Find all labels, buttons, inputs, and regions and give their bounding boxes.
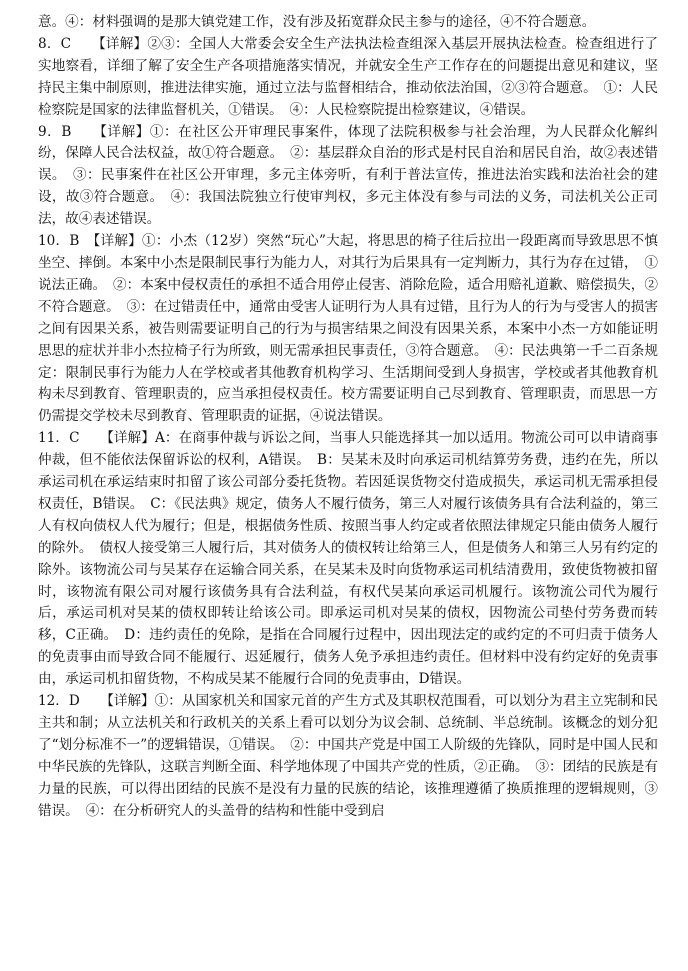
paragraph-q9: 9．B 【详解】①：在社区公开审理民事案件，体现了法院积极参与社会治理，为人民群众化解纠纷，保障人民合法权益，故①符合题意。 ②：基层群众自治的形式是村民自治和居民自治，故②表述错误。 ③：民事案件在社区公开审理，多元主体旁听，有利于普法宣传，推进法治实践和法治社会的建设，故③符合题意。 ④：我国法院独立行使审判权，多元主体没有参与司法的义务，司法机关公正司法，故④表述错误。 [38,123,658,228]
paragraph-q8: 8．C 【详解】②③：全国人大常委会安全生产法执法检查组深入基层开展执法检查。检查组进行了实地察看，详细了解了安全生产各项措施落实情况，并就安全生产工作存在的问题提出意见和建议，坚持民主集中制原则，推进法律实施，通过立法与监督相结合，推动依法治国，②③符合题意。 ①：人民检察院是国家的法律监督机关，①错误。 ④：人民检察院提出检察建议，④错误。 [38,35,658,118]
paragraph-q12: 12．D 【详解】①：从国家机关和国家元首的产生方式及其职权范围看，可以划分为君主立宪制和民主共和制；从立法机关和行政机关的关系上看可以划分为议会制、总统制、半总统制。该概念的划分犯了“划分标准不一”的逻辑错误，①错误。 ②：中国共产党是中国工人阶级的先锋队，同时是中国人民和中华民族的先锋队，这联言判断全面、科学地体现了中国共产党的性质，②正确。 ③：团结的民族是有力量的民族，可以得出团结的民族不是没有力量的民族的结论，该推理遵循了换质推理的逻辑规则，③错误。 ④：在分析研究人的头盖骨的结构和性能中受到启 [38,693,658,819]
paragraph-q10: 10．B 【详解】①：小杰（12岁）突然“玩心”大起，将思思的椅子往后拉出一段距离而导致思思不慎坐空、摔倒。本案中小杰是限制民事行为能力人，对其行为后果具有一定判断力，其行为存在过错， ①说法正确。 ②：本案中侵权责任的承担不适合用停止侵害、消除危险，适合用赔礼道歉、赔偿损失，②不符合题意。 ③：在过错责任中，通常由受害人证明行为人具有过错，且行为人的行为与受害人的损害之间有因果关系，被告则需要证明自己的行为与损害结果之间没有因果关系，本案中小杰一方如能证明思思的症状并非小杰拉椅子行为所致，则无需承担民事责任，③符合题意。 ④：民法典第一千二百条规定：限制民事行为能力人在学校或者其他教育机构学习、生活期间受到人身损害，学校或者其他教育机构未尽到教育、管理职责的，应当承担侵权责任。校方需要证明自己尽到教育、管理职责，而思思一方仍需提交学校未尽到教育、管理职责的证据，④说法错误。 [38,233,658,425]
paragraph-q11: 11．C 【详解】A：在商事仲裁与诉讼之间，当事人只能选择其一加以适用。物流公司可以申请商事仲裁，但不能依法保留诉讼的权利，A错误。 B：吴某未及时向承运司机结算劳务费，违约在先，所以承运司机在承运结束时扣留了该公司部分委托货物。若因延误货物交付造成损失，承运司机无需承担侵权责任，B错误。 C：《民法典》规定，债务人不履行债务，第三人对履行该债务具有合法利益的，第三人有权向债权人代为履行；但是，根据债务性质、按照当事人约定或者依照法律规定只能由债务人履行的除外。 债权人接受第三人履行后，其对债务人的债权转让给第三人，但是债务人和第三人另有约定的除外。该物流公司与吴某存在运输合同关系，在吴某未及时向货物承运司机结清费用，致使货物被扣留时，该物流有限公司对履行该债务具有合法利益，有权代吴某向承运司机履行。该物流公司代为履行后，承运司机对吴某的债权即转让给该公司。即承运司机对吴某的债权，因物流公司垫付劳务费而转移，C正确。 D：违约责任的免除，是指在合同履行过程中，因出现法定的或约定的不可归责于债务人的免责事由而导致合同不能履行、迟延履行，债务人免予承担违约责任。但材料中没有约定好的免责事由，承运司机扣留货物，不构成吴某不能履行合同的免责事由，D错误。 [38,430,658,688]
paragraph-q7-tail: 意。④：材料强调的是那大镇党建工作，没有涉及拓宽群众民主参与的途径，④不符合题意。 [38,14,596,30]
